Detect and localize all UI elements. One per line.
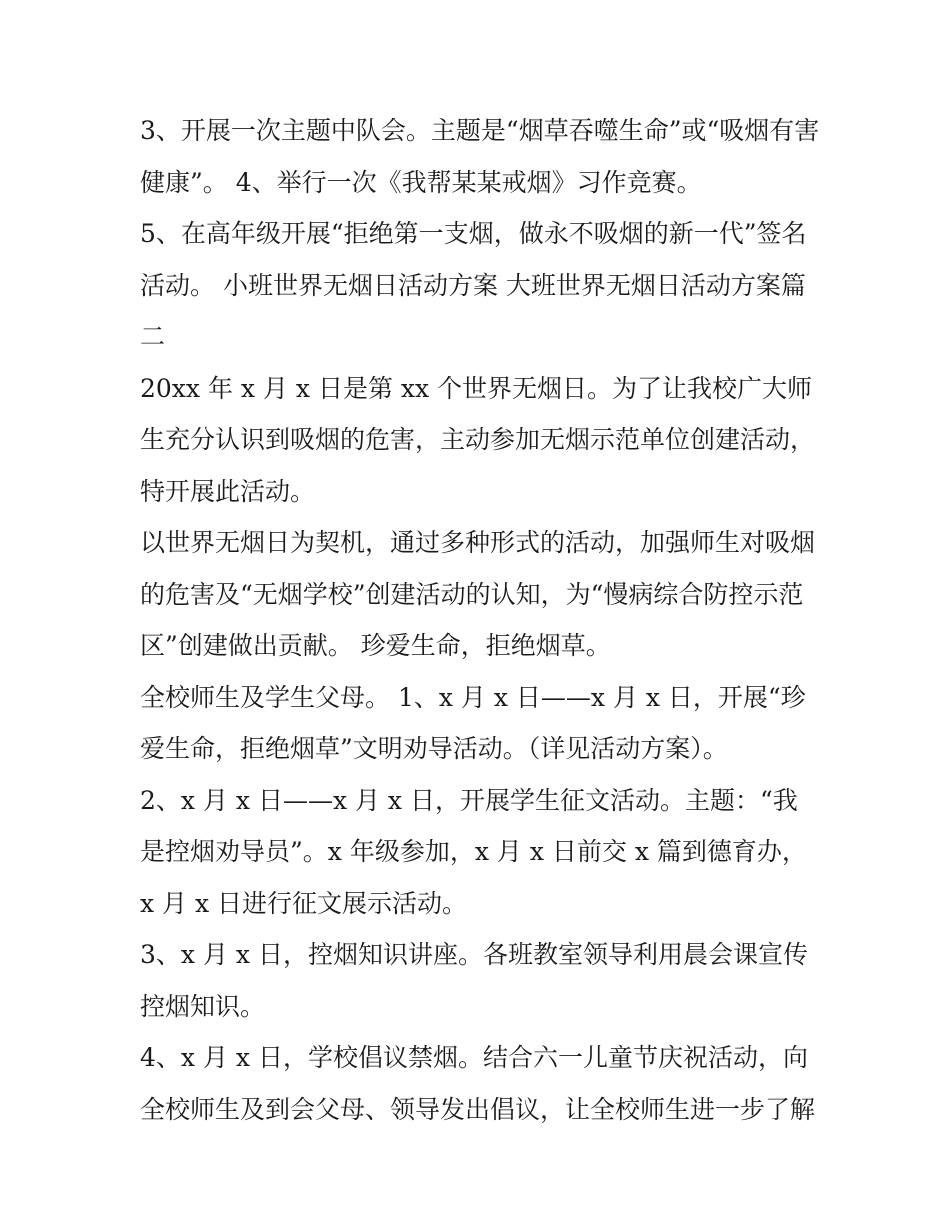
paragraph-6: 2、x 月 x 日——x 月 x 日，开展学生征文活动。主题：“我是控烟劝导员”。x 年级参加，x 月 x 日前交 x 篇到德育办，x 月 x 日进行征文展示活动。 xyxy=(140,785,807,918)
paragraph-7: 3、x 月 x 日，控烟知识讲座。各班教室领导利用晨会课宣传控烟知识。 xyxy=(140,940,808,1021)
paragraph-2: 5、在高年级开展“拒绝第一支烟，做永不吸烟的新一代”签名活动。 小班世界无烟日活动方案 大班世界无烟日活动方案篇二 xyxy=(140,219,807,351)
document-body xyxy=(140,105,820,1135)
paragraph-5: 全校师生及学生父母。 1、x 月 x 日——x 月 x 日，开展“珍爱生命，拒绝烟草”文明劝导活动。（详见活动方案）。 xyxy=(140,682,806,763)
paragraph-1: 3、开展一次主题中队会。主题是“烟草吞噬生命”或“吸烟有害健康”。 4、举行一次《我帮某某戒烟》习作竞赛。 xyxy=(140,116,820,197)
paragraph-3: 20xx 年 x 月 x 日是第 xx 个世界无烟日。为了让我校广大师生充分认识到吸烟的危害，主动参加无烟示范单位创建活动，特开展此活动。 xyxy=(140,373,816,506)
paragraph-4: 以世界无烟日为契机，通过多种形式的活动，加强师生对吸烟的危害及“无烟学校”创建活动的认知，为“慢病综合防控示范区”创建做出贡献。 珍爱生命，拒绝烟草。 xyxy=(140,528,816,660)
paragraph-8: 4、x 月 x 日，学校倡议禁烟。结合六一儿童节庆祝活动，向全校师生及到会父母、领导发出倡议，让全校师生进一步了解 xyxy=(140,1043,816,1124)
